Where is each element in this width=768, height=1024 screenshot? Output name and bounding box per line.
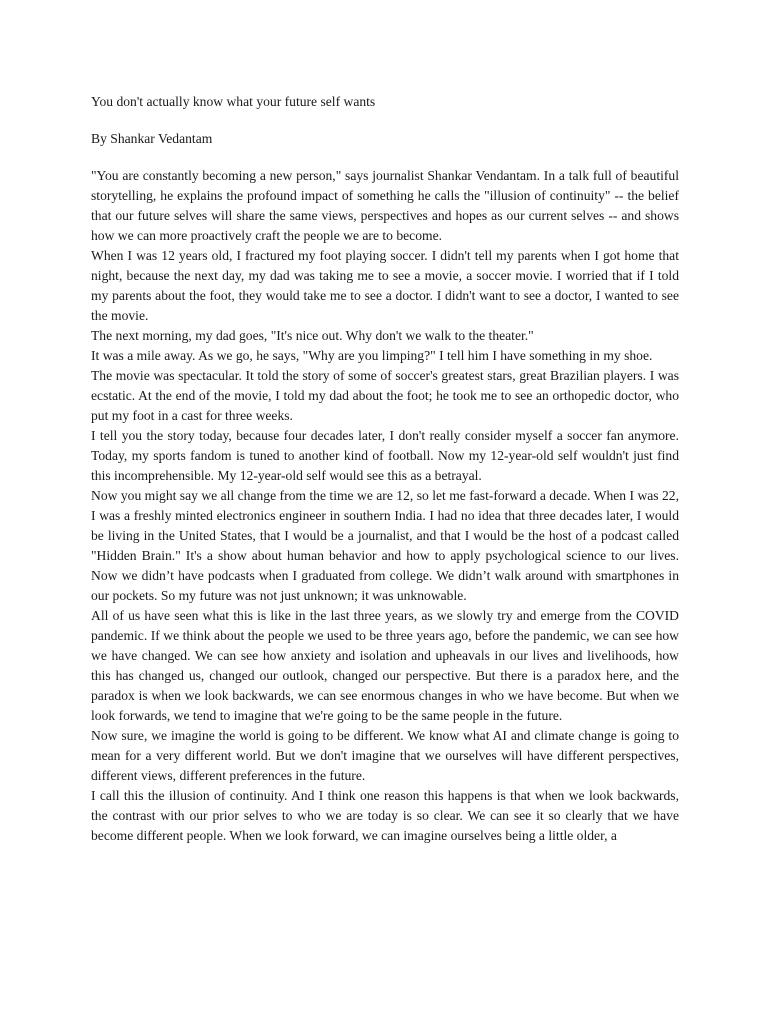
document-page	[91, 92, 679, 846]
paragraph: The movie was spectacular. It told the story of some of soccer's greatest stars, great Brazilian players. I was ecstatic. At the end of the movie, I told my dad about the foot; he took me to see an orthopedic doctor, who put my foot in a cast for three weeks.	[91, 368, 679, 423]
paragraph: The next morning, my dad goes, "It's nice out. Why don't we walk to the theater."	[91, 328, 534, 343]
document-title: You don't actually know what your future self wants	[91, 94, 376, 109]
paragraph: I tell you the story today, because four decades later, I don't really consider myself a soccer fan anymore. Today, my sports fandom is tuned to another kind of football. Now my 12-year-old self wouldn't just find this incomprehensible. My 12-year-old self would see this as a betrayal.	[91, 428, 679, 483]
document-byline: By Shankar Vedantam	[91, 131, 213, 146]
paragraph: All of us have seen what this is like in the last three years, as we slowly try and emerge from the COVID pandemic. If we think about the people we used to be three years ago, before the pandemic, we can see how we have changed. We can see how anxiety and isolation and upheavals in our lives and livelihoods, how this has changed us, changed our outlook, changed our perspective. But there is a paradox here, and the paradox is when we look backwards, we can see enormous changes in who we have become. But when we look forwards, we tend to imagine that we're going to be the same people in the future.	[91, 608, 679, 723]
paragraph: I call this the illusion of continuity. And I think one reason this happens is that when we look backwards, the contrast with our prior selves to who we are today is so clear. We can see it so clearly that we have become different people. When we look forward, we can imagine ourselves being a little older, a	[91, 788, 679, 843]
paragraph: Now sure, we imagine the world is going to be different. We know what AI and climate change is going to mean for a very different world. But we don't imagine that we ourselves will have different perspectives, different views, different preferences in the future.	[91, 728, 679, 783]
paragraph: It was a mile away. As we go, he says, "Why are you limping?" I tell him I have something in my shoe.	[91, 348, 653, 363]
document-body	[91, 166, 679, 846]
paragraph: "You are constantly becoming a new person," says journalist Shankar Vendantam. In a talk full of beautiful storytelling, he explains the profound impact of something he calls the "illusion of continuity" -- the belief that our future selves will share the same views, perspectives and hopes as our current selves -- and shows how we can more proactively craft the people we are to become.	[91, 168, 679, 243]
paragraph: Now you might say we all change from the time we are 12, so let me fast-forward a decade. When I was 22, I was a freshly minted electronics engineer in southern India. I had no idea that three decades later, I would be living in the United States, that I would be a journalist, and that I would be the host of a podcast called "Hidden Brain." It's a show about human behavior and how to apply psychological science to our lives. Now we didn’t have podcasts when I graduated from college. We didn’t walk around with smartphones in our pockets. So my future was not just unknown; it was unknowable.	[91, 488, 679, 603]
paragraph: When I was 12 years old, I fractured my foot playing soccer. I didn't tell my parents when I got home that night, because the next day, my dad was taking me to see a movie, a soccer movie. I worried that if I told my parents about the foot, they would take me to see a doctor. I didn't want to see a doctor, I wanted to see the movie.	[91, 248, 679, 323]
